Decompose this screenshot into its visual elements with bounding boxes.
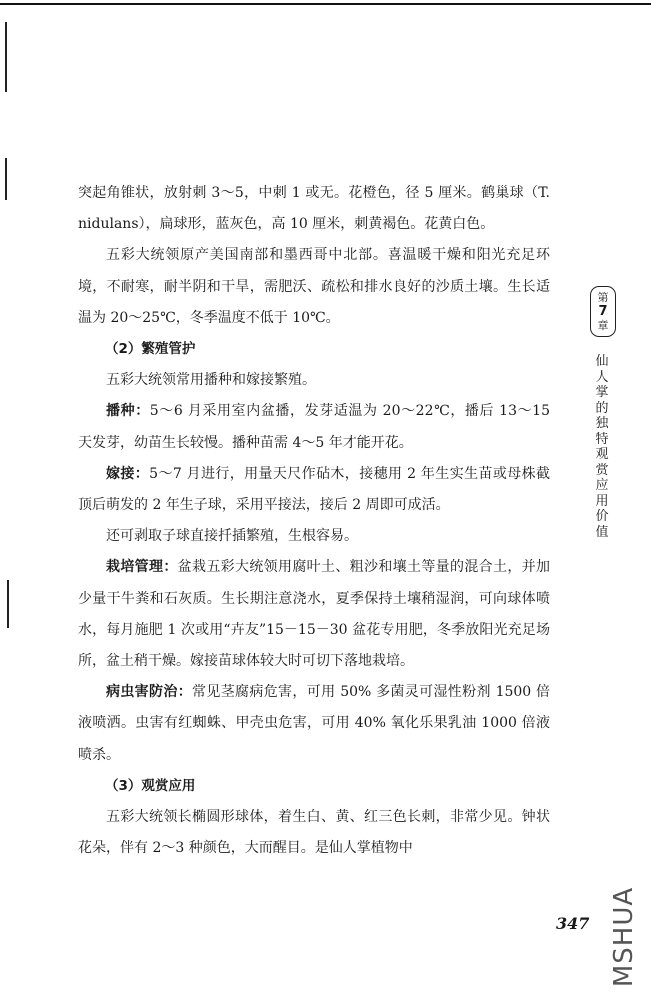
section-heading: （3）观赏应用	[105, 777, 196, 794]
paragraph: 还可剥取子球直接扦插繁殖，生根容易。	[106, 528, 358, 545]
paragraph	[78, 677, 550, 771]
page-body	[78, 178, 550, 864]
page-number: 347	[556, 914, 590, 933]
watermark	[600, 882, 648, 992]
chapter-suffix: 章	[597, 319, 609, 332]
scan-margin-mark	[7, 580, 9, 628]
scan-margin-mark	[5, 158, 7, 200]
scan-margin-mark	[5, 22, 7, 92]
paragraph-lead: 播种：	[106, 403, 150, 420]
paragraph-lead: 病虫害防治：	[106, 684, 193, 701]
chapter-number: 7	[598, 304, 608, 319]
paragraph: 五彩大统领长椭圆形球体，着生白、黄、红三色长刺，非常少见。钟状花朵，伴有 2～3 种颜色，大而醒目。是仙人掌植物中	[78, 809, 550, 857]
chapter-prefix: 第	[597, 291, 609, 304]
paragraph-text: 常见茎腐病危害，可用 50% 多菌灵可湿性粉剂 1500 倍液喷洒。虫害有红蜘蛛、甲壳虫危害，可用 40% 氧化乐果乳油 1000 倍液喷杀。	[78, 684, 551, 763]
paragraph-text: 5～6 月采用室内盆播，发芽适温为 20～22℃，播后 13～15 天发芽，幼苗生长较慢。播种苗需 4～5 年才能开花。	[78, 403, 550, 451]
paragraph-text: 5～7 月进行，用量天尺作砧木，接穗用 2 年生实生苗或母株截顶后萌发的 2 年生子球，采用平接法，接后 2 周即可成活。	[78, 465, 550, 514]
paragraph: 五彩大统领常用播种和嫁接繁殖。	[106, 372, 316, 389]
paragraph-text: 盆栽五彩大统领用腐叶土、粗沙和壤土等量的混合土，并加少量干牛粪和石灰质。生长期注意浇水，夏季保持土壤稍湿润，可向球体喷水，每月施肥 1 次或用“卉友”15－15－30 盆花专用肥，冬季放阳光充足场所，盆土稍干燥。嫁接苗球体较大时可切下落地栽培。	[78, 559, 551, 670]
paragraph: 五彩大统领原产美国南部和墨西哥中北部。喜温暖干燥和阳光充足环境，不耐寒，耐半阴和干旱，需肥沃、疏松和排水良好的沙质土壤。生长适温为 20～25℃，冬季温度不低于 10℃。	[78, 247, 550, 326]
watermark-text: MSHUA	[609, 886, 639, 988]
chapter-title: 仙人掌的独特观赏应用价值	[595, 354, 609, 540]
paragraph: 突起角锥状，放射刺 3～5，中刺 1 或无。花橙色，径 5 厘米。鹤巢球（T. nidulans），扁球形，蓝灰色，高 10 厘米，刺黄褐色。花黄白色。	[78, 185, 550, 233]
section-heading: （2）繁殖管护	[105, 341, 196, 358]
paragraph-lead: 嫁接：	[106, 465, 150, 482]
paragraph	[78, 552, 550, 677]
paragraph	[78, 459, 550, 521]
chapter-tab	[590, 286, 616, 337]
top-rule	[0, 3, 651, 5]
paragraph-lead: 栽培管理：	[106, 559, 178, 576]
paragraph	[78, 396, 550, 458]
